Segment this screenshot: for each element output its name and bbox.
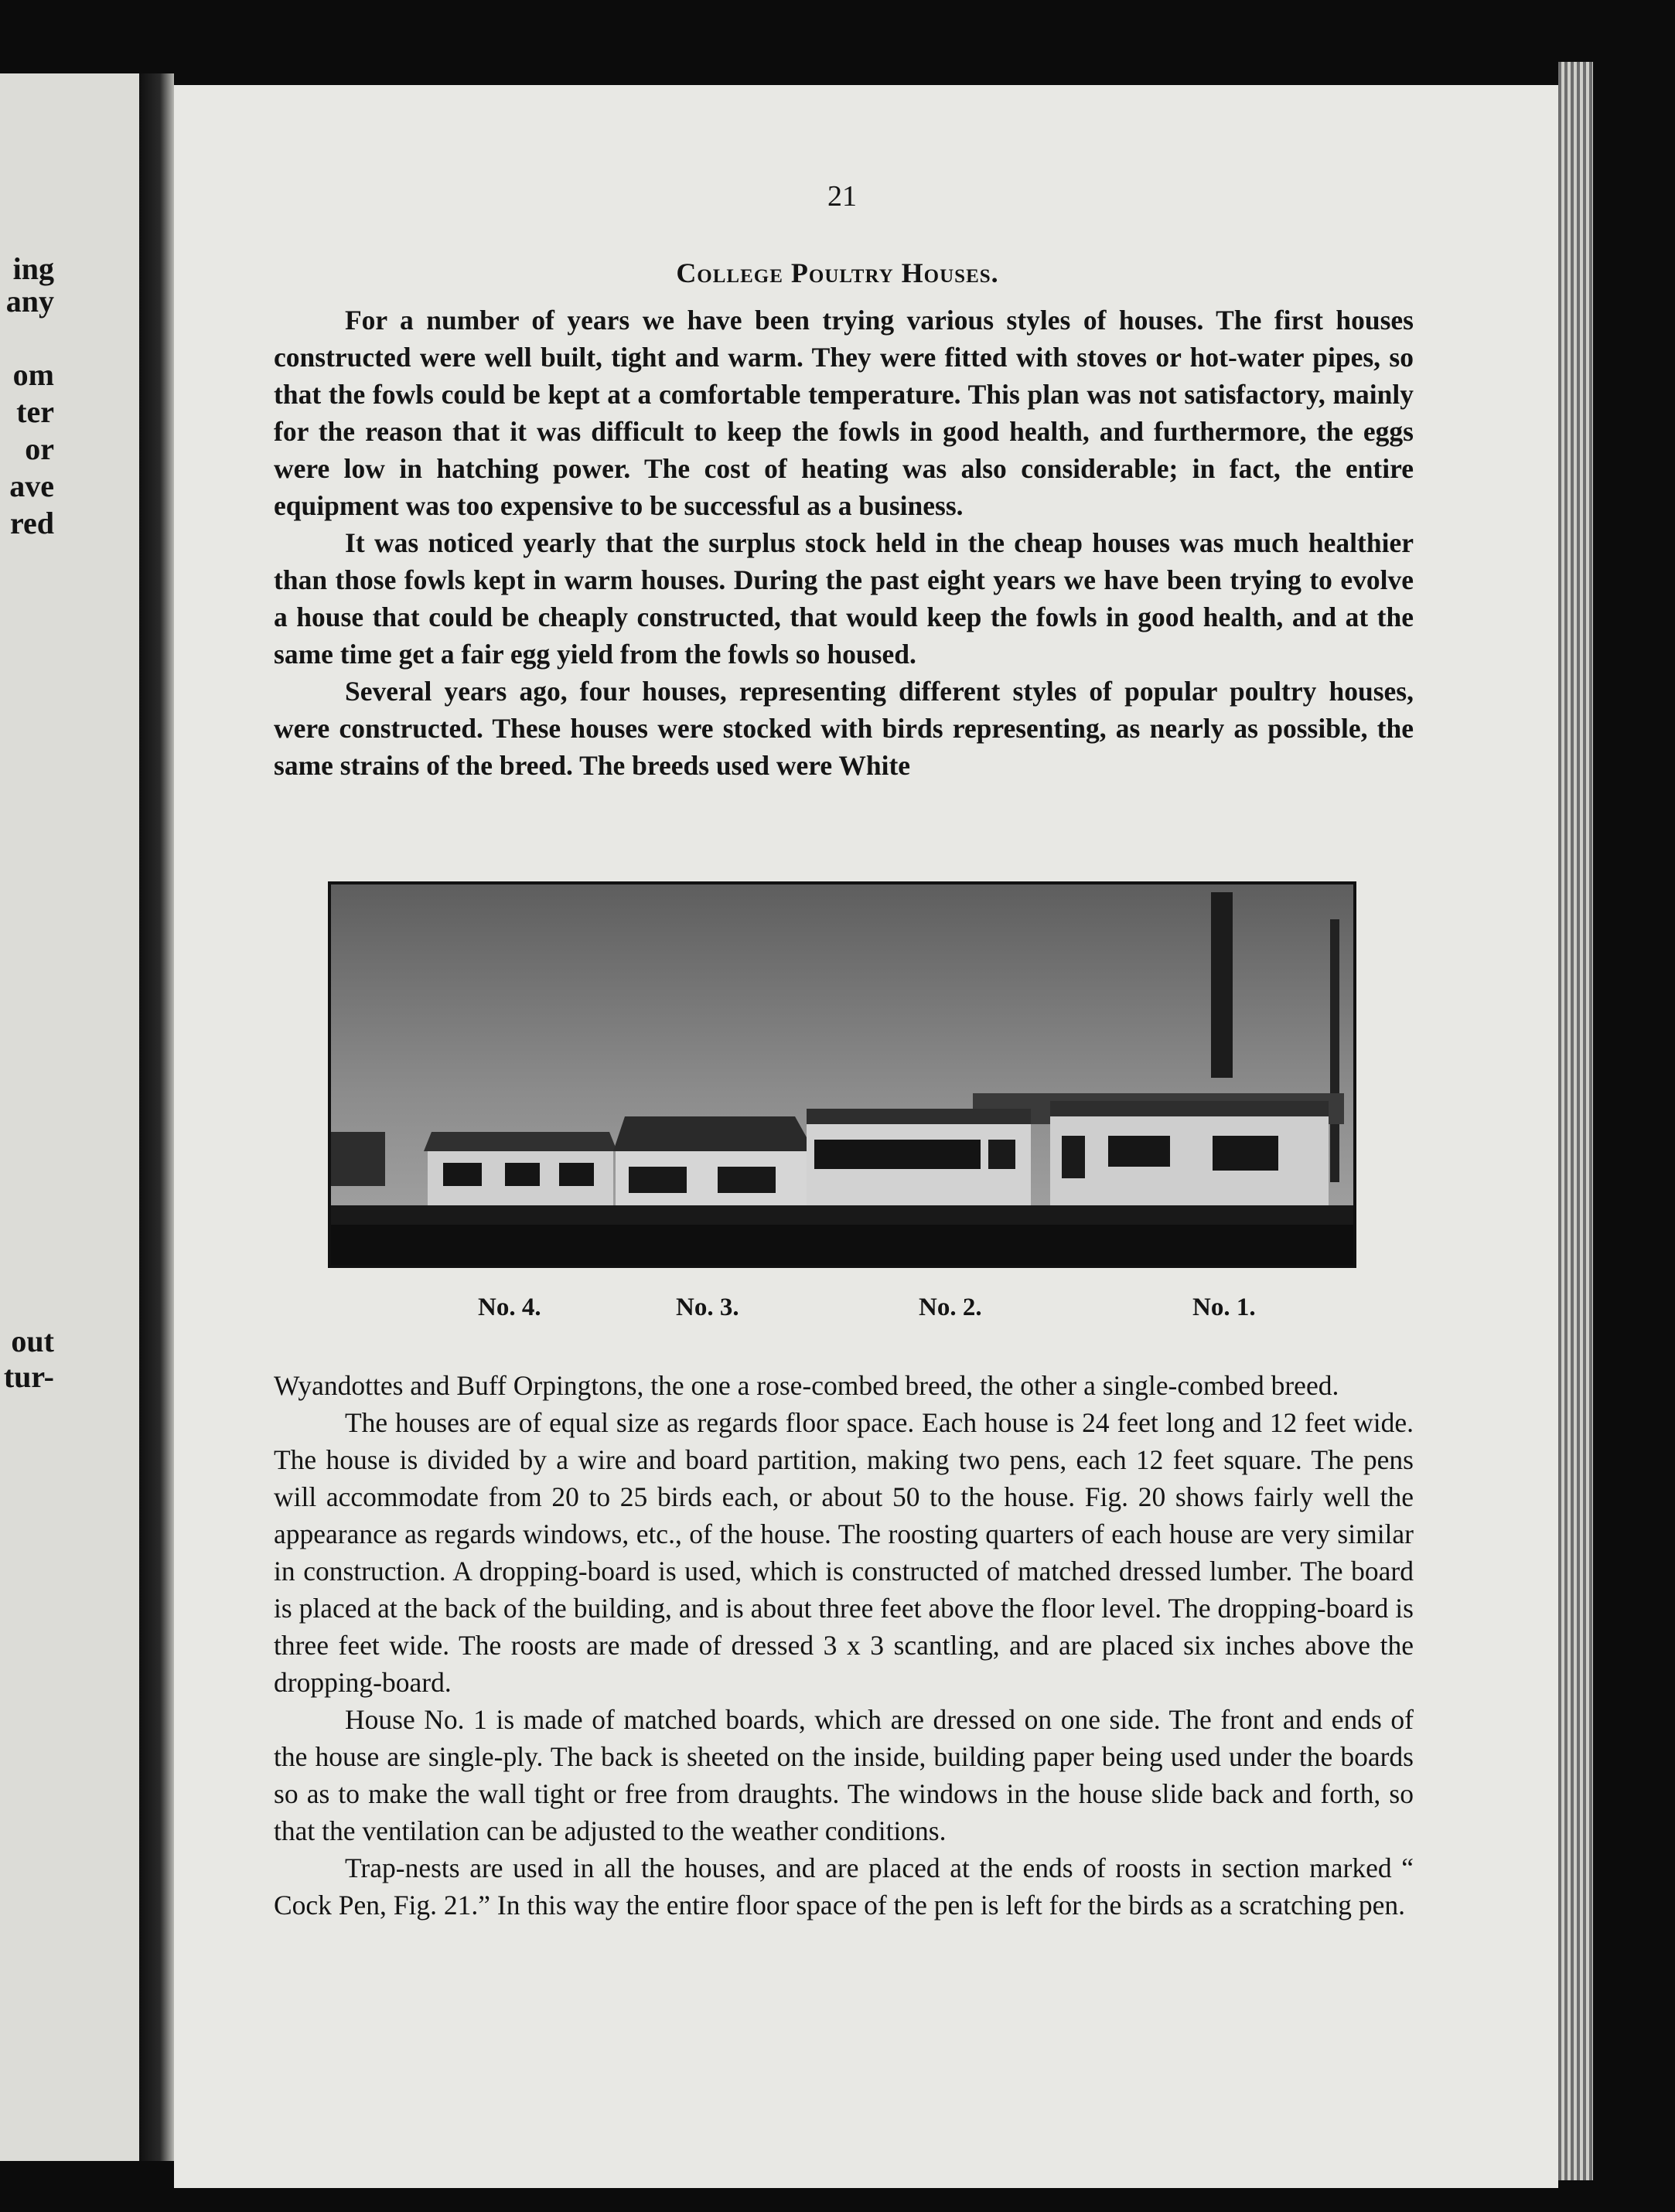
house-window [814,1140,981,1169]
house-window [505,1163,540,1186]
paragraph: The houses are of equal size as regards floor space. Each house is 24 feet long and 12 feet wide. The house is divided by a wire and board partition, making two pens, each 12 feet square. The pens will accommodate from 20 to 25 birds each, or about 50 to the house. Fig. 20 shows fairly well the appearance as regards windows, etc., of the house. The roosting quarters of each house are very similar in construction. A dropping-board is used, which is constructed of matched dressed lumber. The board is placed at the back of the building, and is about three feet above the floor level. The dropping-board is three feet wide. The roosts are made of dressed 3 x 3 scantling, and are placed six inches above the dropping-board. [274,1407,1414,1698]
facing-page-fragment: ave [9,469,54,503]
paragraph: House No. 1 is made of matched boards, which are dressed on one side. The front and ends of the house are single-ply. The back is sheeted on the inside, building paper being used under the boards so as to make the wall tight or free from draughts. The windows in the house slide back and forth, so that the ventilation can be adjusted to the weather conditions. [274,1704,1414,1846]
facing-page-fragment: tur- [3,1359,54,1394]
facing-page-edge [0,73,139,2161]
house-window [718,1167,776,1193]
house-wall [1050,1116,1329,1209]
facing-page-fragment: red [9,506,54,540]
facing-page-fragment: ter [16,394,54,429]
section-heading: College Poultry Houses. [676,257,999,288]
house-window [988,1140,1015,1169]
background-building [331,1132,385,1186]
house-window [1062,1136,1085,1178]
figure-caption: No. 4. [478,1293,541,1321]
page-number: 21 [827,180,857,213]
page-stack-edge [1558,62,1593,2180]
house-window [559,1163,594,1186]
facing-page-fragment: out [11,1324,54,1358]
house-roof [807,1109,1031,1124]
paragraph: It was noticed yearly that the surplus stock held in the cheap houses was much healthier than those fowls kept in warm houses. During the past eight years we have been trying to evolve a house that could be cheaply constructed, that would keep the fowls in good health, and at the same time get a fair egg yield from the fowls so housed. [274,527,1414,670]
poultry-houses-photo [328,881,1356,1268]
facing-page-fragment: any [5,284,54,319]
facing-page-fragment: ing [12,251,54,286]
text-block-upper [274,302,1414,784]
smokestack [1330,919,1339,1182]
house-window [629,1167,687,1193]
book-gutter [139,73,174,2161]
house-window [1108,1136,1170,1167]
facing-page-fragment: or [25,431,54,466]
house-window [1213,1136,1278,1171]
paragraph: Several years ago, four houses, representing different styles of popular poultry houses, were constructed. These houses were stocked with birds representing, as nearly as possible, the same strains of the breed. The breeds used were White [274,676,1414,781]
smokestack [1211,892,1233,1078]
paragraph: Wyandottes and Buff Orpingtons, the one a rose-combed breed, the other a single-combed breed. [274,1370,1339,1401]
figure-caption: No. 1. [1192,1293,1256,1321]
house-roof [1050,1101,1329,1116]
paragraph: Trap-nests are used in all the houses, and are placed at the ends of roosts in section marked “ Cock Pen, Fig. 21.” In this way the entire floor space of the pen is left for the birds as a scratching pen. [274,1852,1414,1921]
ground [331,1225,1353,1265]
house-roof [613,1116,814,1151]
figure-caption: No. 3. [676,1293,739,1321]
figure-caption: No. 2. [919,1293,982,1321]
house-window [443,1163,482,1186]
facing-page-fragment: om [12,357,54,392]
house-roof [424,1132,617,1151]
text-block-lower [274,1367,1414,1924]
paragraph: For a number of years we have been trying various styles of houses. The first houses constructed were well built, tight and warm. They were fitted with stoves or hot-water pipes, so that the fowls could be kept at a comfortable temperature. This plan was not satisfactory, mainly for the reason that it was difficult to keep the fowls in good health, and furthermore, the eggs were low in hatching power. The cost of heating was also considerable; in fact, the entire equipment was too expensive to be successful as a business. [274,305,1414,521]
